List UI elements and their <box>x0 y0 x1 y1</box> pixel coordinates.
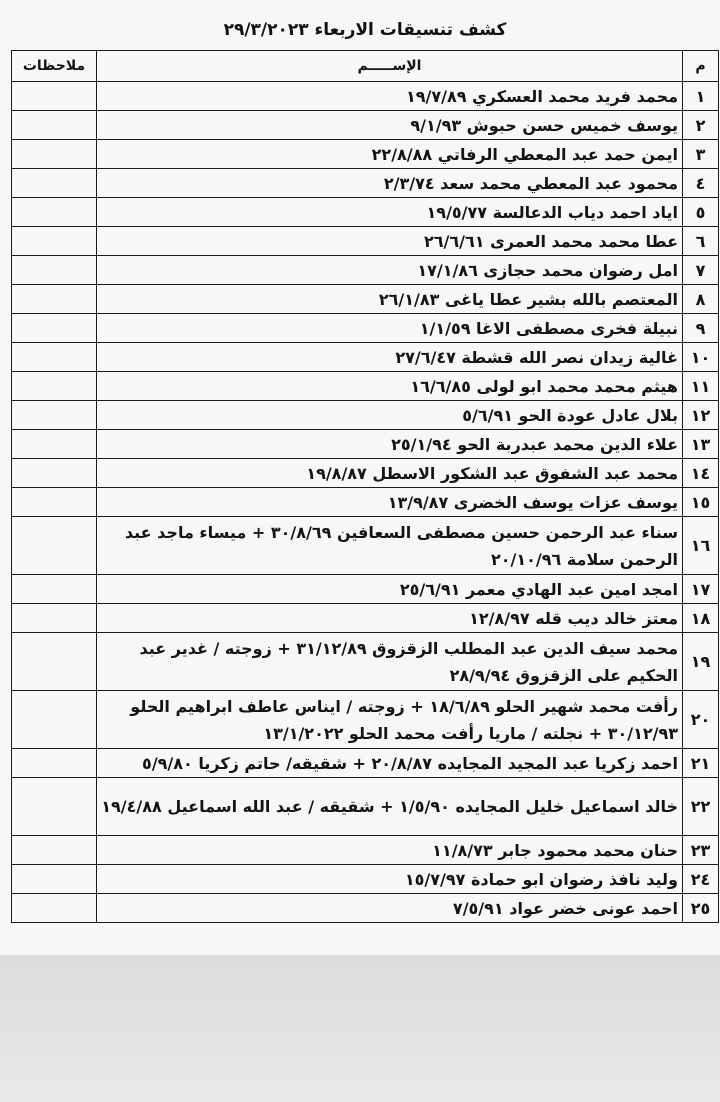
row-name: امل رضوان محمد حجازى ١٧/١/٨٦ <box>97 256 683 285</box>
table-row <box>12 894 719 923</box>
row-index: ٤ <box>683 169 719 198</box>
row-index: ٢٤ <box>683 865 719 894</box>
row-index: ١٨ <box>683 604 719 633</box>
page-title: كشف تنسيقات الاربعاء ٢٩/٣/٢٠٢٣ <box>223 20 507 40</box>
row-notes <box>12 314 97 343</box>
row-name: يوسف خميس حسن حبوش ٩/١/٩٣ <box>97 111 683 140</box>
table-row <box>12 430 719 459</box>
row-name: رأفت محمد شهير الحلو ١٨/٦/٨٩ + زوجته / ايناس عاطف ابراهيم الحلو ٣٠/١٢/٩٣ + نجلته / ماريا رأفت محمد الحلو ١٣/١/٢٠٢٢ <box>97 691 683 749</box>
table-row <box>12 343 719 372</box>
row-index: ٩ <box>683 314 719 343</box>
row-name: نبيلة فخرى مصطفى الاغا ١/١/٥٩ <box>97 314 683 343</box>
row-index: ٢٣ <box>683 836 719 865</box>
row-index: ١٩ <box>683 633 719 691</box>
table-row <box>12 227 719 256</box>
table-row <box>12 749 719 778</box>
row-notes <box>12 140 97 169</box>
header-name: الإســـــم <box>97 51 683 82</box>
row-notes <box>12 575 97 604</box>
row-index: ١٣ <box>683 430 719 459</box>
row-name: معتز خالد ديب قله ١٢/٨/٩٧ <box>97 604 683 633</box>
row-name: امجد امين عبد الهادي معمر ٢٥/٦/٩١ <box>97 575 683 604</box>
row-notes <box>12 169 97 198</box>
row-name: علاء الدين محمد عبدربة الحو ٢٥/١/٩٤ <box>97 430 683 459</box>
row-index: ٢٥ <box>683 894 719 923</box>
row-name: يوسف عزات يوسف الخضرى ١٣/٩/٨٧ <box>97 488 683 517</box>
table-row <box>12 488 719 517</box>
table-row <box>12 82 719 111</box>
row-name: ايمن حمد عبد المعطي الرفاتي ٢٢/٨/٨٨ <box>97 140 683 169</box>
row-notes <box>12 343 97 372</box>
row-index: ٢١ <box>683 749 719 778</box>
table-row <box>12 865 719 894</box>
names-table <box>11 50 719 923</box>
row-index: ٢٠ <box>683 691 719 749</box>
row-name: محمد عبد الشفوق عبد الشكور الاسطل ١٩/٨/٨٧ <box>97 459 683 488</box>
row-notes <box>12 517 97 575</box>
row-index: ٨ <box>683 285 719 314</box>
row-notes <box>12 488 97 517</box>
table-row <box>12 198 719 227</box>
table-row <box>12 778 719 836</box>
row-name: غالية زيدان نصر الله قشطة ٢٧/٦/٤٧ <box>97 343 683 372</box>
row-name: وليد نافذ رضوان ابو حمادة ١٥/٧/٩٧ <box>97 865 683 894</box>
row-index: ١ <box>683 82 719 111</box>
row-notes <box>12 372 97 401</box>
row-index: ١٢ <box>683 401 719 430</box>
table-row <box>12 691 719 749</box>
row-name: سناء عبد الرحمن حسين مصطفى السعافين ٣٠/٨/٦٩ + ميساء ماجد عبد الرحمن سلامة ٢٠/١٠/٩٦ <box>97 517 683 575</box>
table-row <box>12 285 719 314</box>
header-index: م <box>683 51 719 82</box>
row-index: ٢٢ <box>683 778 719 836</box>
row-notes <box>12 82 97 111</box>
row-notes <box>12 691 97 749</box>
table-row <box>12 256 719 285</box>
row-index: ١٥ <box>683 488 719 517</box>
row-notes <box>12 256 97 285</box>
row-name: المعتصم بالله بشير عطا ياغى ٢٦/١/٨٣ <box>97 285 683 314</box>
table-row <box>12 169 719 198</box>
desk-surface <box>0 955 720 1102</box>
table-header-row <box>12 51 719 82</box>
row-index: ٧ <box>683 256 719 285</box>
table-row <box>12 111 719 140</box>
row-index: ٣ <box>683 140 719 169</box>
table-row <box>12 836 719 865</box>
row-name: احمد زكريا عبد المجيد المجايده ٢٠/٨/٨٧ + شقيقه/ حاتم زكريا ٥/٩/٨٠ <box>97 749 683 778</box>
table-row <box>12 459 719 488</box>
row-notes <box>12 604 97 633</box>
row-notes <box>12 836 97 865</box>
row-notes <box>12 633 97 691</box>
row-name: محمد فريد محمد العسكري ١٩/٧/٨٩ <box>97 82 683 111</box>
row-name: احمد عونى خضر عواد ٧/٥/٩١ <box>97 894 683 923</box>
row-name: بلال عادل عودة الحو ٥/٦/٩١ <box>97 401 683 430</box>
row-name: اياد احمد دياب الدعالسة ١٩/٥/٧٧ <box>97 198 683 227</box>
row-notes <box>12 198 97 227</box>
row-notes <box>12 865 97 894</box>
table-row <box>12 140 719 169</box>
table-row <box>12 517 719 575</box>
row-index: ٢ <box>683 111 719 140</box>
row-index: ١٤ <box>683 459 719 488</box>
table-row <box>12 633 719 691</box>
row-notes <box>12 778 97 836</box>
row-index: ٦ <box>683 227 719 256</box>
row-name: محمود عبد المعطي محمد سعد ٢/٣/٧٤ <box>97 169 683 198</box>
row-notes <box>12 894 97 923</box>
table-row <box>12 604 719 633</box>
table-row <box>12 575 719 604</box>
row-notes <box>12 430 97 459</box>
row-notes <box>12 401 97 430</box>
table-row <box>12 314 719 343</box>
row-notes <box>12 285 97 314</box>
row-name: هيثم محمد محمد ابو لولى ١٦/٦/٨٥ <box>97 372 683 401</box>
row-name: حنان محمد محمود جابر ١١/٨/٧٣ <box>97 836 683 865</box>
row-index: ١٠ <box>683 343 719 372</box>
row-name: عطا محمد محمد العمرى ٢٦/٦/٦١ <box>97 227 683 256</box>
table-row <box>12 372 719 401</box>
row-name: محمد سيف الدين عبد المطلب الزقزوق ٣١/١٢/٨٩ + زوجته / غدير عبد الحكيم على الزقزوق ٢٨/٩/٩٤ <box>97 633 683 691</box>
row-notes <box>12 111 97 140</box>
row-index: ١٦ <box>683 517 719 575</box>
row-notes <box>12 459 97 488</box>
row-name: خالد اسماعيل خليل المجايده ١/٥/٩٠ + شقيقه / عبد الله اسماعيل ١٩/٤/٨٨ <box>97 778 683 836</box>
row-notes <box>12 749 97 778</box>
row-index: ١٧ <box>683 575 719 604</box>
row-notes <box>12 227 97 256</box>
row-index: ١١ <box>683 372 719 401</box>
row-index: ٥ <box>683 198 719 227</box>
table-row <box>12 401 719 430</box>
header-notes: ملاحظات <box>12 51 97 82</box>
